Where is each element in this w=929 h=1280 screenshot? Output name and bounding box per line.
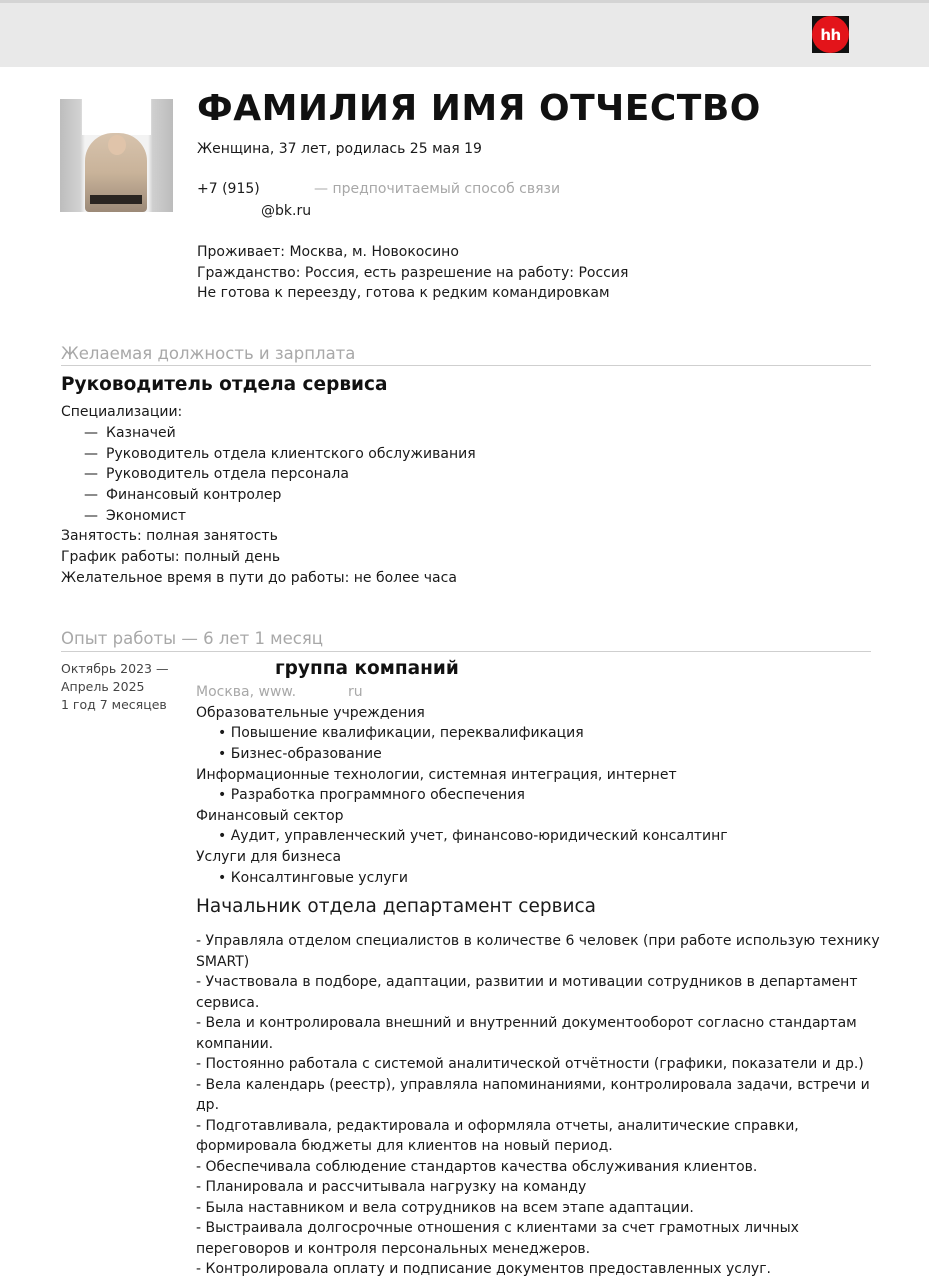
industry-item: • Разработка программного обеспечения <box>218 787 525 803</box>
duty-item: - Вела и контролировала внешний и внутренний документооборот согласно стандартам компании. <box>196 1015 857 1052</box>
residence: Проживает: Москва, м. Новокосино <box>197 244 459 260</box>
profile-photo <box>60 99 173 212</box>
specialization-item: — Экономист <box>84 508 187 524</box>
specialization-item: — Руководитель отдела персонала <box>84 466 349 482</box>
industry-item: • Бизнес-образование <box>218 746 382 762</box>
desired-position: Руководитель отдела сервиса <box>61 374 388 395</box>
industry-name: Услуги для бизнеса <box>196 849 342 865</box>
experience-section-title: Опыт работы — 6 лет 1 месяц <box>61 629 324 648</box>
duty-item: - Выстраивала долгосрочные отношения с клиентами за счет грамотных личных переговоров и контроля персональных менеджеров. <box>196 1220 799 1257</box>
phone[interactable]: +7 (915) <box>197 181 260 197</box>
industry-item: • Консалтинговые услуги <box>218 870 408 886</box>
duty-item: - Участвовала в подборе, адаптации, развитии и мотивации сотрудников в департамент сервиса. <box>196 974 858 1011</box>
desired-divider <box>61 365 871 366</box>
experience-divider <box>61 651 871 652</box>
specialization-item: — Руководитель отдела клиентского обслуживания <box>84 446 476 462</box>
personal-info: Женщина, 37 лет, родилась 25 мая 19 <box>197 141 482 157</box>
email[interactable]: @bk.ru <box>261 203 312 219</box>
period-end: Апрель 2025 <box>61 679 145 694</box>
period-start: Октябрь 2023 — <box>61 661 169 676</box>
specialization-item: — Казначей <box>84 425 176 441</box>
duty-item: - Планировала и рассчитывала нагрузку на команду <box>196 1179 587 1195</box>
industry-item: • Аудит, управленческий учет, финансово-юридический консалтинг <box>218 828 728 844</box>
relocation: Не готова к переезду, готова к редким командировкам <box>197 285 610 301</box>
hh-logo[interactable] <box>812 16 849 53</box>
full-name: ФАМИЛИЯ ИМЯ ОТЧЕСТВО <box>197 88 761 129</box>
duty-item: - Вела календарь (реестр), управляла напоминаниями, контролировала задачи, встречи и др. <box>196 1076 870 1113</box>
period-duration: 1 год 7 месяцев <box>61 697 167 712</box>
industry-name: Информационные технологии, системная интеграция, интернет <box>196 767 677 783</box>
commute: Желательное время в пути до работы: не более часа <box>61 570 457 586</box>
top-bar <box>0 0 929 67</box>
specializations-label: Специализации: <box>61 404 183 420</box>
phone-note: — предпочитаемый способ связи <box>314 181 561 197</box>
industry-name: Финансовый сектор <box>196 808 344 824</box>
duty-item: - Управляла отделом специалистов в количестве 6 человек (при работе использую технику SMART) <box>196 933 880 970</box>
specialization-item: — Финансовый контролер <box>84 487 282 503</box>
duty-item: - Постоянно работала с системой аналитической отчётности (графики, показатели и др.) <box>196 1056 864 1072</box>
duty-item: - Контролировала оплату и подписание документов предоставленных услуг. <box>196 1261 771 1277</box>
employment: Занятость: полная занятость <box>61 528 278 544</box>
job-title: Начальник отдела департамент сервиса <box>196 896 597 917</box>
duty-item: - Была наставником и вела сотрудников на всем этапе адаптации. <box>196 1199 694 1216</box>
company-location: Москва, www. ru <box>196 684 363 700</box>
desired-section-title: Желаемая должность и зарплата <box>61 344 356 363</box>
duty-item: - Подготавливала, редактировала и оформляла отчеты, аналитические справки, формировала бюджеты для клиентов на новый период. <box>196 1117 799 1154</box>
schedule: График работы: полный день <box>61 549 281 565</box>
citizenship: Гражданство: Россия, есть разрешение на работу: Россия <box>197 265 629 281</box>
company-name: группа компаний <box>275 658 459 679</box>
industry-item: • Повышение квалификации, переквалификация <box>218 725 584 741</box>
duty-item: - Обеспечивала соблюдение стандартов качества обслуживания клиентов. <box>196 1158 758 1175</box>
job-duties <box>196 931 886 1280</box>
industry-name: Образовательные учреждения <box>196 705 425 721</box>
hh-logo-text: hh <box>812 16 849 53</box>
